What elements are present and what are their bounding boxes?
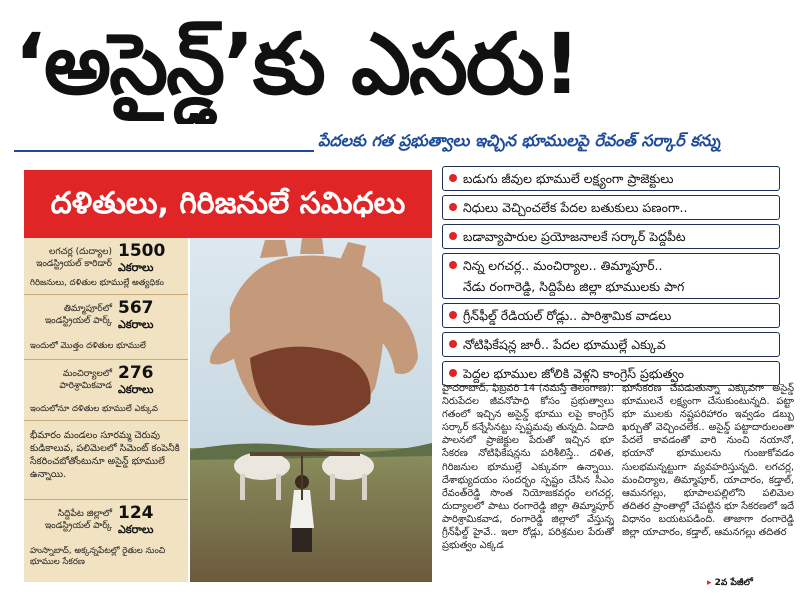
stats-panel [24,238,188,582]
stat-place: సిద్దిపేట జిల్లాలో ఇండస్ట్రియల్ పార్క్ [44,509,112,531]
stat-paragraph: భీమారం మండలం సూరమ్మ చెరువు కుడికాలువ, పలిమెలలో సిమెంట్ కంపెనీకి సేకరించబోతోంటునూ అసైన్డ్ భూములే ఉన్నాయి. [30,430,180,480]
bullet-text: బడుగు జీవుల భూములే లక్ష్యంగా ప్రాజెక్టులు [463,171,674,186]
bullet-item [442,224,780,249]
bullet-text: నిధులు వెచ్చించలేక పేదల బతుకులు పణంగా.. [463,200,688,215]
bullet-item [442,195,780,220]
bullet-dot-icon [449,340,457,348]
bullet-dot-icon [449,311,457,319]
bullet-text: గ్రీన్‌ఫీల్డ్ రేడియల్ రోడ్లు.. పారిశ్రామిక వాడలు [463,308,672,323]
arrow-icon: ▸ [707,578,712,588]
stat-number: 1500 [118,241,166,261]
stat-unit: ఎకరాలు [118,523,154,536]
stat-note: గిరిజనులు, దళితుల భూముల్లే అత్యధికం [30,278,164,288]
stat-place: తిమ్మాపూర్‌లో ఇండస్ట్రియల్ పార్క్ [44,304,112,326]
bullet-dot-icon [449,369,457,377]
stat-unit: ఎకరాలు [118,261,154,274]
bullet-dot-icon [449,232,457,240]
stat-note: హుస్నాబాద్, అక్కన్నపేటల్లో రైతుల నుంచి భూముల సేకరణ [30,546,166,567]
stat-number: 276 [118,363,154,383]
stat-unit: ఎకరాలు [118,318,154,331]
farmers-with-bulls-and-hand-grabbing-land-illustration [190,238,432,582]
stat-number: 567 [118,298,154,318]
continued-text: 2వ పేజీలో [714,578,753,588]
subheadline: పేదలకు గత ప్రభుత్వాలు ఇచ్చిన భూములపై రేవంత్ సర్కార్ కన్ను [318,131,721,150]
bullet-item [442,166,780,191]
stat-note: ఇందులోనూ దళితుల భూములే ఎక్కువ [30,404,158,414]
bullet-dot-icon [449,261,457,269]
bullet-item [442,253,780,299]
stat-number: 124 [118,503,154,523]
stat-siddipet [24,500,188,582]
stat-mancherial [24,360,188,421]
body-column-1: హైదరాబాద్, ఫిబ్రవరి 14 (నమస్తే తెలంగాణ): నిరుపేదల జీవనోపాధి కోసం ప్రభుత్వాలు గతంలో ఇచ్చిన అసైన్డ్ భూము లపై కాంగ్రెస్ సర్కార్ కన్నేసినట్టు స్పష్టమవు తున్నది. ఏడాది పాలనలో ప్రాజెక్టుల పేరుతో ఇచ్చిన భూ సేకరణ నోటిఫికేషన్లను పరిశీలిస్తే.. దళిత, గిరిజనుల భూముల్లే ఎక్కువగా ఉన్నాయి. దేశాభ్యుదయం సందర్భం స్పష్టం చేసిన సీఎం రేవంత్‌రెడ్డి సొంత నియోజకవర్గం లగచర్ల, దుద్యాలలో పాటు రంగారెడ్డి జిల్లా తిమ్మాపూర్ పారిశ్రామికవాడ, రంగారెడ్డి జిల్లాలో వేస్తున్న గ్రీన్‌ఫీల్డ్ హైవే.. ఇలా రోడ్లు, పరిశ్రమల పేరుతో ప్రభుత్వం ఎక్కడ [442,383,614,552]
stat-lagacharla [24,238,188,295]
bullet-item [442,332,780,357]
bullet-text: బడావ్యాపారుల ప్రయోజనాలకే సర్కార్ పెద్దపీట [463,229,686,244]
farmers-land-photo [190,238,432,582]
stat-unit: ఎకరాలు [118,383,154,396]
stat-place: మంచిర్యాలలో పారిశ్రామికవాడ [59,369,112,391]
subheadline-rule [14,150,314,152]
stat-place: లగచర్ల (దుద్యాల) ఇండస్ట్రియల్ కారిడార్ [36,247,112,269]
bullet-text: నిన్న లగచర్ల.. మంచిర్యాల.. తిమ్మాపూర్.. [463,258,663,273]
bullet-text: నేడు రంగారెడ్డి, సిద్దిపేట జిల్లా భూములకు పాగ [463,279,685,294]
bullet-dot-icon [449,203,457,211]
bullet-item [442,303,780,328]
body-column-2: భూసేకరణ చేపడుతున్నా ఎక్కువగా అసైన్డ్ భూములనే లక్ష్యంగా చేసుకుంటున్నది. పట్టా భూ ములకు నష్టపరిహారం ఇవ్వడం డబ్బు ఖర్చుతో వెచ్చించలేక.. అసైన్డ్ పట్టాదారులంతా పేదలే కావడంతో వారి నుంచి నయానో, భయానో భూములను గుంజుకోవడం సులభమన్నట్టుగా వ్యవహరిస్తున్నది. లగచర్ల, మంచిర్యాల, తిమ్మాపూర్, యాచారం, కడ్తాల్, ఆమనగల్లు, భూపాలపల్లిలోని పలిమెల తదితర ప్రాంతాల్లో చేపట్టిన భూ సేకరణలో ఇదే విధానం బయటపడింది. తాజాగా రంగారెడ్డి జిల్లా యాచారం, కడ్తాల్, ఆమనగల్లు తదితర [622,383,794,539]
headline: ‘అసైన్డ్’కు ఎసరు! [14,15,579,113]
bullet-text: పెద్దల భూముల జోలికి వెళ్లని కాంగ్రెస్ ప్రభుత్వం [463,366,685,381]
red-heading-box: దళితులు, గిరిజనులే సమిధలు [24,170,432,238]
bullet-dot-icon [449,174,457,182]
stat-timmapur [24,295,188,360]
stat-note: ఇందులో మొత్తం దళితుల భూములే [30,341,146,351]
bullet-text: నోటిఫికేషన్ల జారీ.. పేదల భూముల్లే ఎక్కువ [463,337,666,352]
stat-bheemaram [24,421,188,500]
continued-on-page-2 [707,578,753,590]
